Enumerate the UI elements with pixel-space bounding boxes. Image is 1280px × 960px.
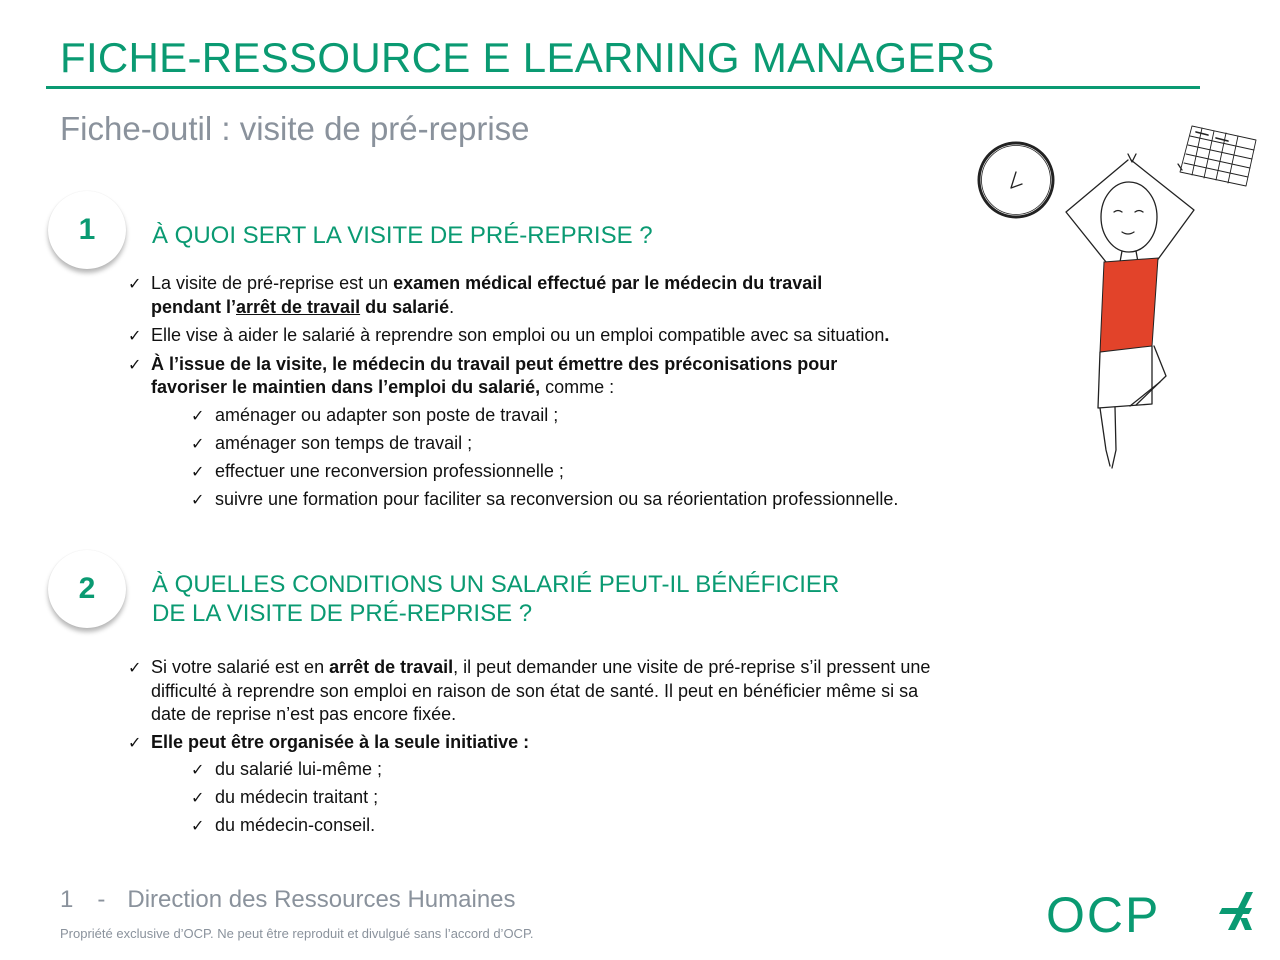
section-1-title: À QUOI SERT LA VISITE DE PRÉ-REPRISE ?	[152, 222, 653, 249]
section-1-list	[0, 272, 898, 511]
check-icon: ✓	[128, 658, 142, 677]
list-item: ✓ La visite de pré-reprise est un examen médical effectué par le médecin du travail pendant l’arrêt de travail du salarié.	[128, 273, 823, 317]
list-item: ✓ À l’issue de la visite, le médecin du travail peut émettre des préconisations pour favoriser le maintien dans l’emploi du salarié, comme :	[128, 353, 838, 397]
check-icon: ✓	[191, 433, 205, 453]
footer-department: 1 - Direction des Ressources Humaines	[60, 886, 516, 913]
clock-icon	[979, 143, 1053, 217]
check-icon: ✓	[191, 760, 205, 779]
check-icon: ✓	[191, 788, 205, 807]
list-item: ✓ du salarié lui-même ;	[0, 758, 930, 782]
check-icon: ✓	[128, 732, 142, 752]
list-item: ✓ Elle peut être organisée à la seule initiative :	[0, 731, 930, 755]
stretching-person-illustration	[970, 120, 1260, 480]
red-shirt	[1100, 258, 1158, 352]
calendar-icon	[1180, 126, 1256, 186]
list-item: ✓ Si votre salarié est en arrêt de travail, il peut demander une visite de pré-reprise s’il pressent une difficulté à reprendre son emploi en raison de son état de santé. Il peut en bénéficier même si sa date de reprise n’est pas encore fixée.	[128, 657, 931, 724]
list-item: ✓ Elle vise à aider le salarié à reprendre son emploi ou un emploi compatible avec sa situation.	[0, 324, 898, 348]
list-item: ✓ du médecin-conseil.	[0, 814, 930, 838]
footer-notice: Propriété exclusive d’OCP. Ne peut être reproduit et divulgué sans l’accord d’OCP.	[60, 926, 534, 941]
page-number: 1	[60, 886, 74, 913]
section-2-title: À QUELLES CONDITIONS UN SALARIÉ PEUT-IL BÉNÉFICIER DE LA VISITE DE PRÉ-REPRISE ?	[152, 571, 840, 627]
check-icon: ✓	[128, 274, 142, 293]
department-name: Direction des Ressources Humaines	[127, 886, 516, 913]
check-icon: ✓	[128, 326, 142, 345]
section-2-list	[0, 656, 930, 838]
ocp-cross-icon	[1219, 892, 1253, 930]
check-icon: ✓	[191, 489, 205, 509]
check-icon: ✓	[128, 354, 142, 374]
section-1-badge: 1	[48, 191, 126, 269]
list-item: ✓ du médecin traitant ;	[0, 786, 930, 810]
svg-text:OCP: OCP	[1046, 887, 1161, 938]
title-divider	[46, 86, 1200, 89]
page-title: FICHE-RESSOURCE E LEARNING MANAGERS	[60, 34, 995, 81]
ocp-logo	[1046, 886, 1256, 938]
list-item: ✓ aménager son temps de travail ;	[0, 432, 898, 456]
list-item: ✓ effectuer une reconversion professionnelle ;	[0, 460, 898, 484]
list-item: ✓ suivre une formation pour faciliter sa reconversion ou sa réorientation professionnelle.	[0, 488, 898, 512]
section-2-badge: 2	[48, 550, 126, 628]
check-icon: ✓	[191, 405, 205, 425]
check-icon: ✓	[191, 816, 205, 835]
page-subtitle: Fiche-outil : visite de pré-reprise	[60, 110, 530, 147]
check-icon: ✓	[191, 461, 205, 481]
list-item: ✓ aménager ou adapter son poste de travail ;	[0, 404, 898, 428]
